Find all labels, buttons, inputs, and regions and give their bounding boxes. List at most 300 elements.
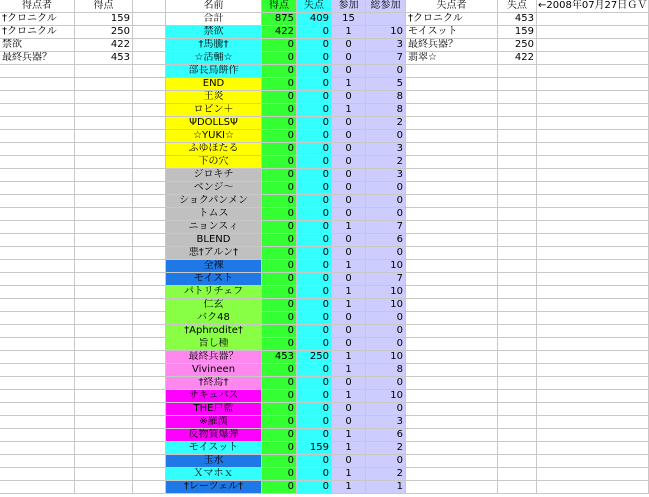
grid-cell[interactable]: [0, 455, 75, 468]
player-score[interactable]: 0: [262, 260, 297, 273]
grid-cell[interactable]: [0, 260, 75, 273]
player-name[interactable]: 反物質爆弾: [166, 429, 262, 442]
right-header-conceded[interactable]: 失点: [498, 0, 537, 13]
player-participation[interactable]: 0: [332, 403, 366, 416]
player-total-participation[interactable]: 10: [366, 390, 406, 403]
player-name[interactable]: ΨDOLLSΨ: [166, 117, 262, 130]
grid-cell[interactable]: [133, 338, 166, 351]
player-score[interactable]: 0: [262, 195, 297, 208]
player-total-participation[interactable]: 2: [366, 468, 406, 481]
grid-cell[interactable]: [0, 65, 75, 78]
grid-cell[interactable]: [133, 52, 166, 65]
player-conceded[interactable]: 0: [297, 195, 332, 208]
grid-cell[interactable]: [0, 182, 75, 195]
grid-cell[interactable]: [133, 156, 166, 169]
grid-cell[interactable]: [537, 481, 649, 494]
grid-cell[interactable]: [133, 182, 166, 195]
grid-cell[interactable]: [133, 0, 166, 13]
player-score[interactable]: 0: [262, 468, 297, 481]
player-score[interactable]: 422: [262, 26, 297, 39]
player-name[interactable]: THE戸藍: [166, 403, 262, 416]
player-score[interactable]: 0: [262, 156, 297, 169]
grid-cell[interactable]: [133, 104, 166, 117]
player-name[interactable]: 悪†アルン†: [166, 247, 262, 260]
grid-cell[interactable]: [406, 325, 498, 338]
grid-cell[interactable]: [133, 260, 166, 273]
player-score[interactable]: 0: [262, 286, 297, 299]
grid-cell[interactable]: [0, 481, 75, 494]
grid-cell[interactable]: [498, 143, 537, 156]
grid-cell[interactable]: [406, 299, 498, 312]
grid-cell[interactable]: [406, 156, 498, 169]
grid-cell[interactable]: [0, 325, 75, 338]
player-total-participation[interactable]: 0: [366, 325, 406, 338]
player-name[interactable]: BLEND: [166, 234, 262, 247]
grid-cell[interactable]: [406, 429, 498, 442]
grid-cell[interactable]: [537, 377, 649, 390]
player-conceded[interactable]: 0: [297, 455, 332, 468]
player-conceded[interactable]: 0: [297, 468, 332, 481]
grid-cell[interactable]: [498, 247, 537, 260]
grid-cell[interactable]: [537, 299, 649, 312]
player-participation[interactable]: 0: [332, 65, 366, 78]
grid-cell[interactable]: [537, 312, 649, 325]
grid-cell[interactable]: [537, 468, 649, 481]
grid-cell[interactable]: [537, 39, 649, 52]
grid-cell[interactable]: [133, 247, 166, 260]
right-conceder-score[interactable]: 159: [498, 26, 537, 39]
grid-cell[interactable]: [406, 117, 498, 130]
player-total-participation[interactable]: 2: [366, 117, 406, 130]
player-participation[interactable]: 0: [332, 312, 366, 325]
grid-cell[interactable]: [406, 286, 498, 299]
player-total-participation[interactable]: 0: [366, 195, 406, 208]
player-name[interactable]: 全裸: [166, 260, 262, 273]
player-name[interactable]: ニョンスィ: [166, 221, 262, 234]
left-scorer-name[interactable]: †クロニクル: [0, 26, 75, 39]
player-participation[interactable]: 0: [332, 377, 366, 390]
grid-cell[interactable]: [75, 299, 133, 312]
grid-cell[interactable]: [537, 403, 649, 416]
player-total-participation[interactable]: 0: [366, 182, 406, 195]
grid-cell[interactable]: [537, 195, 649, 208]
grid-cell[interactable]: [75, 442, 133, 455]
left-scorer-name[interactable]: 最終兵器？: [0, 52, 75, 65]
grid-cell[interactable]: [133, 364, 166, 377]
grid-cell[interactable]: [498, 299, 537, 312]
grid-cell[interactable]: [133, 377, 166, 390]
player-participation[interactable]: 0: [332, 325, 366, 338]
grid-cell[interactable]: [75, 377, 133, 390]
player-name[interactable]: END: [166, 78, 262, 91]
grid-cell[interactable]: [406, 377, 498, 390]
grid-cell[interactable]: [498, 286, 537, 299]
total-label[interactable]: 合計: [166, 13, 262, 26]
grid-cell[interactable]: [498, 442, 537, 455]
player-conceded[interactable]: 0: [297, 429, 332, 442]
player-conceded[interactable]: 0: [297, 403, 332, 416]
grid-cell[interactable]: [133, 117, 166, 130]
grid-cell[interactable]: [537, 91, 649, 104]
player-participation[interactable]: 0: [332, 52, 366, 65]
player-participation[interactable]: 0: [332, 39, 366, 52]
grid-cell[interactable]: [133, 195, 166, 208]
grid-cell[interactable]: [75, 65, 133, 78]
player-participation[interactable]: 1: [332, 299, 366, 312]
grid-cell[interactable]: [537, 286, 649, 299]
grid-cell[interactable]: [498, 455, 537, 468]
grid-cell[interactable]: [498, 156, 537, 169]
player-total-participation[interactable]: 8: [366, 104, 406, 117]
player-conceded[interactable]: 0: [297, 377, 332, 390]
player-name[interactable]: 部長鳥餅作: [166, 65, 262, 78]
grid-cell[interactable]: [0, 117, 75, 130]
player-total-participation[interactable]: 0: [366, 247, 406, 260]
grid-cell[interactable]: [537, 104, 649, 117]
player-score[interactable]: 0: [262, 208, 297, 221]
right-conceder-name[interactable]: モイスット: [406, 26, 498, 39]
player-participation[interactable]: 0: [332, 130, 366, 143]
grid-cell[interactable]: [406, 416, 498, 429]
date-note[interactable]: ←2008年07月27日ＧＶ: [538, 0, 648, 11]
grid-cell[interactable]: [75, 104, 133, 117]
player-participation[interactable]: 0: [332, 195, 366, 208]
right-conceder-score[interactable]: 250: [498, 39, 537, 52]
player-score[interactable]: 0: [262, 442, 297, 455]
player-participation[interactable]: 1: [332, 286, 366, 299]
grid-cell[interactable]: [133, 416, 166, 429]
grid-cell[interactable]: [133, 13, 166, 26]
player-participation[interactable]: 1: [332, 442, 366, 455]
player-conceded[interactable]: 0: [297, 325, 332, 338]
grid-cell[interactable]: [75, 234, 133, 247]
player-conceded[interactable]: 0: [297, 286, 332, 299]
player-name[interactable]: 下の穴: [166, 156, 262, 169]
player-total-participation[interactable]: 0: [366, 65, 406, 78]
grid-cell[interactable]: [406, 273, 498, 286]
player-total-participation[interactable]: 3: [366, 39, 406, 52]
player-total-participation[interactable]: 0: [366, 403, 406, 416]
left-scorer-score[interactable]: 453: [75, 52, 133, 65]
grid-cell[interactable]: [498, 325, 537, 338]
player-conceded[interactable]: 0: [297, 52, 332, 65]
grid-cell[interactable]: [537, 390, 649, 403]
player-conceded[interactable]: 0: [297, 39, 332, 52]
grid-cell[interactable]: [75, 143, 133, 156]
player-conceded[interactable]: 0: [297, 390, 332, 403]
main-header-total-participation[interactable]: 総参加: [366, 0, 406, 13]
grid-cell[interactable]: [0, 104, 75, 117]
grid-cell[interactable]: [498, 234, 537, 247]
grid-cell[interactable]: [498, 221, 537, 234]
grid-cell[interactable]: [0, 468, 75, 481]
grid-cell[interactable]: [406, 234, 498, 247]
grid-cell[interactable]: [537, 247, 649, 260]
grid-cell[interactable]: [537, 182, 649, 195]
grid-cell[interactable]: [498, 377, 537, 390]
grid-cell[interactable]: [498, 351, 537, 364]
player-score[interactable]: 0: [262, 338, 297, 351]
player-conceded[interactable]: 0: [297, 78, 332, 91]
left-scorer-score[interactable]: 422: [75, 39, 133, 52]
player-score[interactable]: 0: [262, 104, 297, 117]
player-name[interactable]: 最終兵器？: [166, 351, 262, 364]
player-score[interactable]: 0: [262, 403, 297, 416]
grid-cell[interactable]: [537, 429, 649, 442]
player-conceded[interactable]: 0: [297, 364, 332, 377]
grid-cell[interactable]: [0, 78, 75, 91]
player-conceded[interactable]: 250: [297, 351, 332, 364]
grid-cell[interactable]: [498, 481, 537, 494]
player-name[interactable]: ☆活輔☆: [166, 52, 262, 65]
player-score[interactable]: 0: [262, 364, 297, 377]
grid-cell[interactable]: [0, 195, 75, 208]
grid-cell[interactable]: [75, 364, 133, 377]
player-total-participation[interactable]: 5: [366, 78, 406, 91]
player-total-participation[interactable]: 3: [366, 416, 406, 429]
main-header-conceded[interactable]: 失点: [297, 0, 332, 13]
grid-cell[interactable]: [75, 247, 133, 260]
grid-cell[interactable]: [537, 351, 649, 364]
grid-cell[interactable]: [406, 260, 498, 273]
player-participation[interactable]: 0: [332, 143, 366, 156]
grid-cell[interactable]: [133, 481, 166, 494]
grid-cell[interactable]: [0, 338, 75, 351]
player-conceded[interactable]: 0: [297, 221, 332, 234]
player-participation[interactable]: 0: [332, 416, 366, 429]
grid-cell[interactable]: [498, 260, 537, 273]
player-total-participation[interactable]: 8: [366, 364, 406, 377]
grid-cell[interactable]: [75, 273, 133, 286]
player-participation[interactable]: 0: [332, 156, 366, 169]
grid-cell[interactable]: [133, 208, 166, 221]
right-conceder-score[interactable]: 422: [498, 52, 537, 65]
player-conceded[interactable]: 159: [297, 442, 332, 455]
grid-cell[interactable]: [498, 104, 537, 117]
player-score[interactable]: 0: [262, 169, 297, 182]
grid-cell[interactable]: [75, 468, 133, 481]
grid-cell[interactable]: [498, 91, 537, 104]
player-participation[interactable]: 1: [332, 481, 366, 494]
player-conceded[interactable]: 0: [297, 260, 332, 273]
grid-cell[interactable]: [0, 91, 75, 104]
grid-cell[interactable]: [75, 117, 133, 130]
total-score[interactable]: 875: [262, 13, 297, 26]
grid-cell[interactable]: [133, 403, 166, 416]
player-participation[interactable]: 0: [332, 208, 366, 221]
grid-cell[interactable]: [75, 312, 133, 325]
player-conceded[interactable]: 0: [297, 299, 332, 312]
player-conceded[interactable]: 0: [297, 130, 332, 143]
grid-cell[interactable]: [133, 468, 166, 481]
grid-cell[interactable]: [498, 403, 537, 416]
player-name[interactable]: ※羅漢: [166, 416, 262, 429]
player-conceded[interactable]: 0: [297, 338, 332, 351]
grid-cell[interactable]: [75, 286, 133, 299]
grid-cell[interactable]: [133, 78, 166, 91]
grid-cell[interactable]: [0, 442, 75, 455]
player-score[interactable]: 0: [262, 481, 297, 494]
grid-cell[interactable]: [133, 442, 166, 455]
player-participation[interactable]: 1: [332, 26, 366, 39]
grid-cell[interactable]: [498, 169, 537, 182]
left-scorer-score[interactable]: 250: [75, 26, 133, 39]
grid-cell[interactable]: [75, 455, 133, 468]
grid-cell[interactable]: [537, 260, 649, 273]
grid-cell[interactable]: [498, 364, 537, 377]
grid-cell[interactable]: [406, 338, 498, 351]
grid-cell[interactable]: [537, 156, 649, 169]
player-participation[interactable]: 1: [332, 351, 366, 364]
player-total-participation[interactable]: 0: [366, 208, 406, 221]
grid-cell[interactable]: [75, 91, 133, 104]
player-total-participation[interactable]: 6: [366, 234, 406, 247]
player-participation[interactable]: 1: [332, 364, 366, 377]
player-participation[interactable]: 0: [332, 117, 366, 130]
player-participation[interactable]: 1: [332, 468, 366, 481]
player-score[interactable]: 0: [262, 247, 297, 260]
grid-cell[interactable]: [498, 195, 537, 208]
grid-cell[interactable]: [406, 468, 498, 481]
player-score[interactable]: 0: [262, 416, 297, 429]
grid-cell[interactable]: [406, 312, 498, 325]
total-total-participation[interactable]: [366, 13, 406, 26]
player-score[interactable]: 0: [262, 377, 297, 390]
grid-cell[interactable]: [498, 78, 537, 91]
player-name[interactable]: ☆YUKI☆: [166, 130, 262, 143]
player-name[interactable]: 王炎: [166, 91, 262, 104]
grid-cell[interactable]: [406, 364, 498, 377]
grid-cell[interactable]: [498, 390, 537, 403]
player-participation[interactable]: 0: [332, 234, 366, 247]
player-score[interactable]: 0: [262, 455, 297, 468]
grid-cell[interactable]: [0, 234, 75, 247]
grid-cell[interactable]: [0, 169, 75, 182]
player-name[interactable]: Vivineen: [166, 364, 262, 377]
grid-cell[interactable]: [537, 221, 649, 234]
grid-cell[interactable]: [75, 169, 133, 182]
grid-cell[interactable]: [0, 143, 75, 156]
player-score[interactable]: 0: [262, 312, 297, 325]
grid-cell[interactable]: [0, 377, 75, 390]
player-name[interactable]: サキュバス: [166, 390, 262, 403]
player-total-participation[interactable]: 10: [366, 286, 406, 299]
grid-cell[interactable]: [133, 221, 166, 234]
grid-cell[interactable]: [537, 416, 649, 429]
grid-cell[interactable]: [406, 169, 498, 182]
grid-cell[interactable]: [498, 468, 537, 481]
player-conceded[interactable]: 0: [297, 481, 332, 494]
right-conceder-score[interactable]: 453: [498, 13, 537, 26]
grid-cell[interactable]: [406, 221, 498, 234]
player-total-participation[interactable]: 7: [366, 273, 406, 286]
grid-cell[interactable]: [537, 26, 649, 39]
grid-cell[interactable]: [75, 78, 133, 91]
grid-cell[interactable]: [406, 143, 498, 156]
grid-cell[interactable]: [133, 273, 166, 286]
grid-cell[interactable]: [0, 390, 75, 403]
grid-cell[interactable]: [406, 130, 498, 143]
player-total-participation[interactable]: 3: [366, 169, 406, 182]
player-name[interactable]: Ｘマホｘ: [166, 468, 262, 481]
right-header-conceder[interactable]: 失点者: [406, 0, 498, 13]
player-participation[interactable]: 0: [332, 169, 366, 182]
player-score[interactable]: 0: [262, 429, 297, 442]
player-total-participation[interactable]: 6: [366, 429, 406, 442]
grid-cell[interactable]: [75, 390, 133, 403]
player-total-participation[interactable]: 3: [366, 143, 406, 156]
grid-cell[interactable]: [75, 338, 133, 351]
player-name[interactable]: 玉水: [166, 455, 262, 468]
grid-cell[interactable]: [406, 390, 498, 403]
grid-cell[interactable]: [133, 130, 166, 143]
player-total-participation[interactable]: 10: [366, 260, 406, 273]
player-score[interactable]: 0: [262, 234, 297, 247]
grid-cell[interactable]: [0, 299, 75, 312]
grid-cell[interactable]: [406, 481, 498, 494]
grid-cell[interactable]: [75, 208, 133, 221]
total-participation[interactable]: 15: [332, 13, 366, 26]
grid-cell[interactable]: [0, 403, 75, 416]
grid-cell[interactable]: [406, 351, 498, 364]
grid-cell[interactable]: [75, 416, 133, 429]
right-conceder-name[interactable]: †クロニクル: [406, 13, 498, 26]
grid-cell[interactable]: [75, 195, 133, 208]
right-conceder-name[interactable]: 最終兵器？: [406, 39, 498, 52]
grid-cell[interactable]: [498, 208, 537, 221]
grid-cell[interactable]: [0, 364, 75, 377]
grid-cell[interactable]: [537, 208, 649, 221]
grid-cell[interactable]: [537, 364, 649, 377]
grid-cell[interactable]: [0, 247, 75, 260]
grid-cell[interactable]: [537, 13, 649, 26]
grid-cell[interactable]: [406, 247, 498, 260]
grid-cell[interactable]: [75, 182, 133, 195]
player-participation[interactable]: 0: [332, 338, 366, 351]
main-header-participation[interactable]: 参加: [332, 0, 366, 13]
player-conceded[interactable]: 0: [297, 143, 332, 156]
player-total-participation[interactable]: 7: [366, 52, 406, 65]
player-conceded[interactable]: 0: [297, 273, 332, 286]
grid-cell[interactable]: [0, 312, 75, 325]
grid-cell[interactable]: [75, 260, 133, 273]
player-participation[interactable]: 0: [332, 182, 366, 195]
player-conceded[interactable]: 0: [297, 26, 332, 39]
grid-cell[interactable]: [537, 273, 649, 286]
player-total-participation[interactable]: 0: [366, 455, 406, 468]
player-score[interactable]: 0: [262, 130, 297, 143]
grid-cell[interactable]: [75, 325, 133, 338]
grid-cell[interactable]: [133, 299, 166, 312]
grid-cell[interactable]: [0, 273, 75, 286]
player-name[interactable]: ふゆほたる: [166, 143, 262, 156]
grid-cell[interactable]: [406, 195, 498, 208]
player-name[interactable]: †Aphrodite†: [166, 325, 262, 338]
player-name[interactable]: トムス: [166, 208, 262, 221]
right-conceder-name[interactable]: 翡翠☆: [406, 52, 498, 65]
left-header-scorer[interactable]: 得点者: [0, 0, 75, 13]
grid-cell[interactable]: [133, 169, 166, 182]
grid-cell[interactable]: [133, 26, 166, 39]
player-name[interactable]: 旨し種: [166, 338, 262, 351]
player-name[interactable]: モイスット: [166, 442, 262, 455]
grid-cell[interactable]: [133, 351, 166, 364]
grid-cell[interactable]: [0, 429, 75, 442]
grid-cell[interactable]: [133, 429, 166, 442]
grid-cell[interactable]: [406, 455, 498, 468]
grid-cell[interactable]: [0, 286, 75, 299]
left-header-score[interactable]: 得点: [75, 0, 133, 13]
